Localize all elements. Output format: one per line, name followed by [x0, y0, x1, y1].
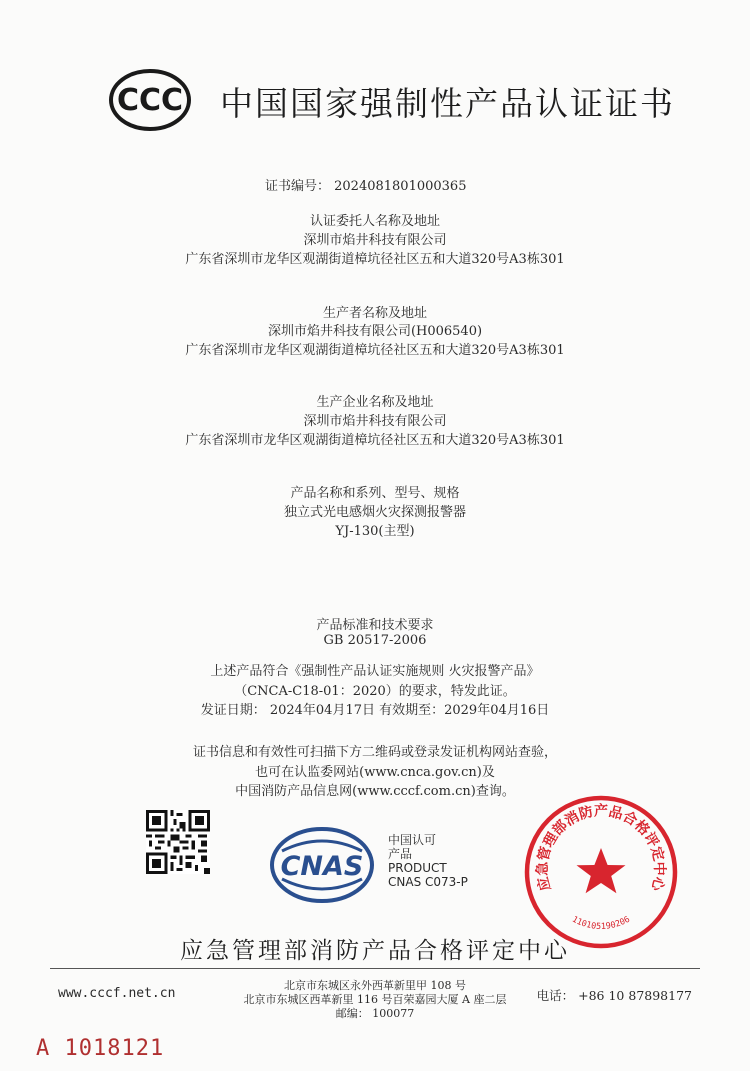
footer-address-2: 北京市东城区西革新里 116 号百荣嘉园大厦 A 座二层 — [243, 993, 507, 1006]
cnas-accreditation-text — [388, 833, 468, 889]
verification-line-3: 中国消防产品信息网(www.cccf.com.cn)查询。 — [235, 784, 515, 799]
official-seal — [522, 793, 680, 951]
cnas-logo — [268, 825, 376, 905]
product-model: YJ-130(主型) — [335, 524, 415, 539]
seal-number: 110105190206 — [570, 914, 632, 933]
conformity-line-2: （CNCA-C18-01：2020）的要求，特发此证。 — [234, 684, 516, 699]
product-name: 独立式光电感烟火灾探测报警器 — [283, 505, 466, 520]
certificate-title: 中国国家强制性产品认证证书 — [220, 84, 675, 123]
ccc-logo — [108, 68, 192, 132]
footer-address-1: 北京市东城区永外西革新里甲 108 号 — [284, 979, 466, 992]
verification-line-1: 证书信息和有效性可扫描下方二维码或登录发证机构网站查验， — [192, 745, 557, 760]
cnas-line-2: 产品 — [388, 847, 413, 861]
product-heading: 产品名称和系列、型号、规格 — [290, 486, 460, 501]
producer-name: 深圳市焰井科技有限公司(H006540) — [267, 324, 483, 339]
cnas-line-4: CNAS C073-P — [388, 875, 468, 889]
ccc-logo-text: CCC — [116, 83, 184, 118]
footer-phone: 电话： +86 10 87898177 — [536, 988, 692, 1003]
factory-name: 深圳市焰井科技有限公司 — [303, 414, 447, 429]
factory-heading: 生产企业名称及地址 — [316, 395, 434, 410]
verification-line-2: 也可在认监委网站(www.cnca.gov.cn)及 — [255, 765, 495, 780]
certificate-number: 证书编号： 2024081801000365 — [265, 179, 467, 194]
standard-value: GB 20517-2006 — [323, 633, 427, 648]
factory-address: 广东省深圳市龙华区观湖街道樟坑径社区五和大道320号A3栋301 — [185, 433, 565, 448]
producer-address: 广东省深圳市龙华区观湖街道樟坑径社区五和大道320号A3栋301 — [185, 343, 565, 358]
standard-heading: 产品标准和技术要求 — [316, 618, 434, 633]
producer-heading: 生产者名称及地址 — [322, 306, 427, 321]
footer-website[interactable]: www.cccf.net.cn — [58, 986, 176, 1001]
qr-code[interactable] — [146, 810, 210, 874]
cnas-line-1: 中国认可 — [388, 833, 437, 847]
validity-dates: 发证日期： 2024年04月17日 有效期至：2029年04月16日 — [200, 703, 550, 718]
serial-number: A 1018121 — [36, 1036, 165, 1061]
seal-text: 应急管理部消防产品合格评定中心 — [534, 803, 668, 893]
issuer-name: 应急管理部消防产品合格评定中心 — [180, 938, 570, 964]
certificate-header — [108, 66, 675, 138]
cnas-logo-text: CNAS — [280, 851, 364, 882]
cnas-line-3: PRODUCT — [388, 861, 447, 875]
seal-star-icon — [577, 848, 626, 893]
client-heading: 认证委托人名称及地址 — [309, 214, 440, 229]
client-address: 广东省深圳市龙华区观湖街道樟坑径社区五和大道320号A3栋301 — [185, 252, 565, 267]
conformity-line-1: 上述产品符合《强制性产品认证实施规则 火灾报警产品》 — [210, 664, 540, 679]
footer-divider — [50, 968, 700, 969]
client-name: 深圳市焰井科技有限公司 — [303, 233, 447, 248]
footer-postcode: 邮编： 100077 — [335, 1007, 415, 1020]
